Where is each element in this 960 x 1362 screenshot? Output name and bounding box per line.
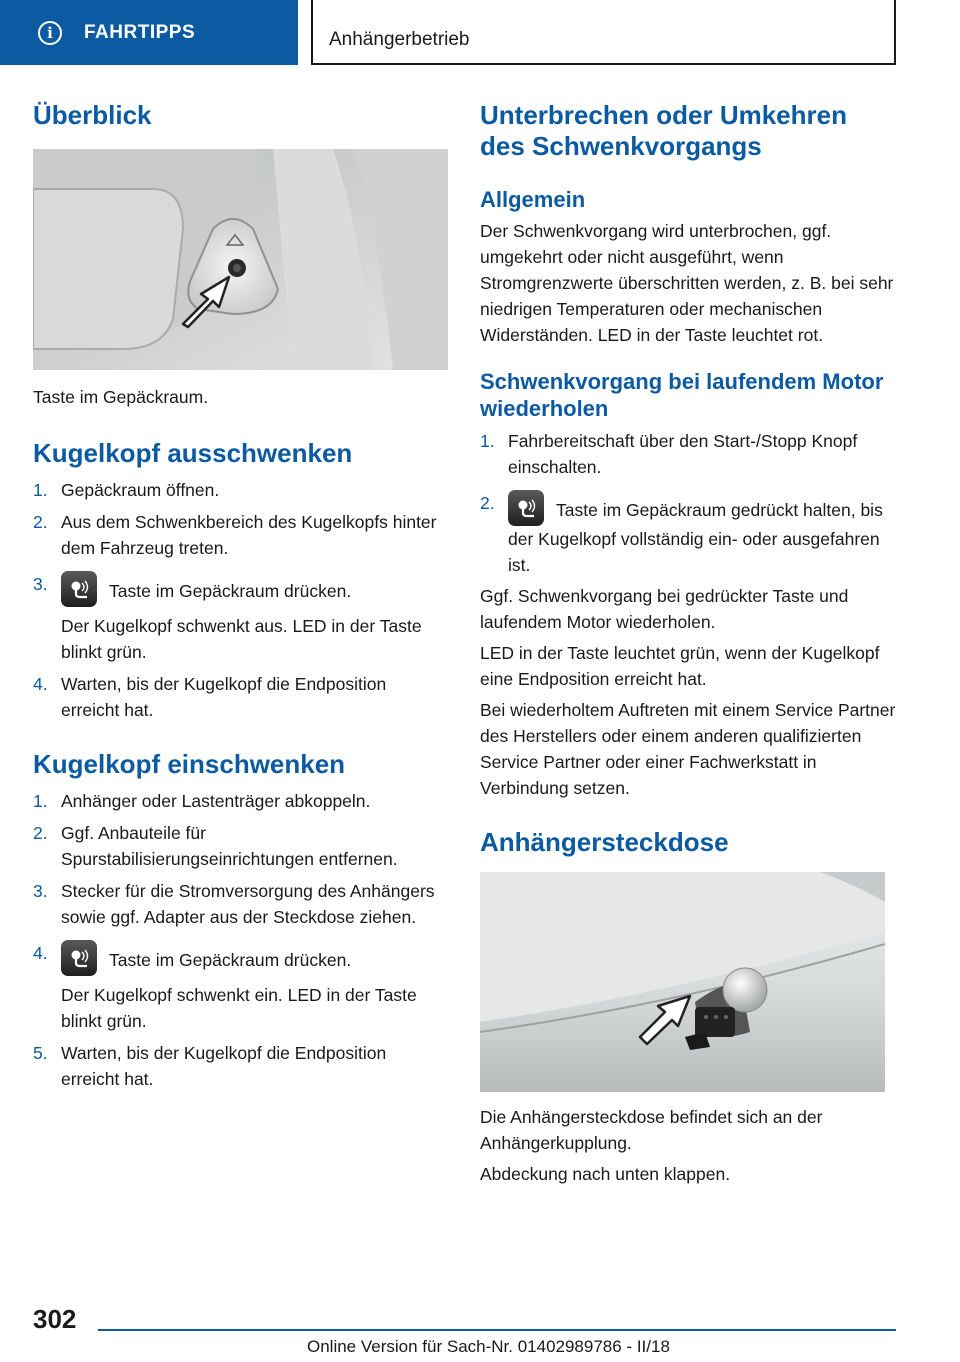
trunk-button-photo: [33, 149, 448, 370]
repeat-note: Ggf. Schwenkvorgang bei gedrückter Taste und laufendem Motor wiederholen.: [480, 586, 849, 632]
left-column: [33, 100, 448, 1092]
step-text: Taste im Gepäckraum drücken.: [109, 581, 352, 601]
repeat-steps: [480, 428, 898, 578]
list-item: 1. Anhänger oder Lastenträger abkoppeln.: [33, 791, 371, 811]
list-item: 4. Taste im Gepäckraum drücken. Der Kugelkopf schwenkt ein. LED in der Taste blinkt grün.: [33, 940, 448, 1034]
topic-header: [311, 0, 896, 65]
led-note: LED in der Taste leuchtet grün, wenn der Kugelkopf eine Endposition erreicht hat.: [480, 643, 880, 689]
list-item: 3. Stecker für die Stromversorgung des Anhängers sowie ggf. Adapter aus der Steckdose ziehen.: [33, 881, 435, 927]
tow-hitch-button-icon: [61, 940, 97, 976]
topic-title: Anhängerbetrieb: [329, 29, 470, 50]
list-item: 3. Taste im Gepäckraum drücken. Der Kugelkopf schwenkt aus. LED in der Taste blinkt grün.: [33, 571, 448, 665]
tow-hitch-button-icon: [61, 571, 97, 607]
list-item: 5. Warten, bis der Kugelkopf die Endposition erreicht hat.: [33, 1043, 387, 1089]
list-item: 2. Aus dem Schwenkbereich des Kugelkopfs hinter dem Fahrzeug treten.: [33, 512, 437, 558]
socket-text: Die Anhängersteckdose befindet sich an der Anhängerkupplung.: [480, 1107, 823, 1153]
section-tab: [0, 0, 298, 65]
swing-in-steps: [33, 788, 448, 1092]
list-item: 1. Fahrbereitschaft über den Start-/Stopp Knopf einschalten.: [480, 431, 858, 477]
step-text: Taste im Gepäckraum gedrückt halten, bis der Kugelkopf vollständig ein- oder ausgefahren ist.: [508, 500, 883, 575]
tow-hitch-button-icon: [508, 490, 544, 526]
list-item: 2. Ggf. Anbauteile für Spurstabilisierungseinrichtungen entfernen.: [33, 823, 398, 869]
cover-text: Abdeckung nach unten klappen.: [480, 1164, 731, 1184]
repeat-heading: Schwenkvorgang bei laufendem Motor wiederholen: [480, 369, 884, 421]
general-text: Der Schwenkvorgang wird unterbrochen, ggf. umgekehrt oder nicht ausgeführt, wenn Stromgrenzwerte überschritten werden, z. B. bei sehr niedrigen Temperaturen oder mechanischen Widerständen. LED in der Taste leuchtet rot.: [480, 221, 894, 345]
online-version-text: Online Version für Sach-Nr. 01402989786 - II/18: [307, 1337, 670, 1356]
interrupt-heading: Unterbrechen oder Umkehren des Schwenkvorgangs: [480, 100, 847, 161]
page-number: 302: [33, 1304, 77, 1334]
footer-divider: [98, 1329, 896, 1331]
socket-heading: Anhängersteckdose: [480, 827, 729, 857]
trailer-socket-photo: [480, 872, 885, 1092]
swing-out-steps: [33, 477, 448, 723]
section-title: FAHRTIPPS: [84, 21, 196, 43]
overview-heading: Überblick: [33, 100, 152, 130]
list-item: 2. Taste im Gepäckraum gedrückt halten, bis der Kugelkopf vollständig ein- oder ausgefahren ist.: [480, 490, 898, 578]
general-heading: Allgemein: [480, 187, 586, 212]
swing-in-heading: Kugelkopf einschwenken: [33, 749, 346, 779]
step-text: Taste im Gepäckraum drücken.: [109, 950, 352, 970]
service-note: Bei wiederholtem Auftreten mit einem Service Partner des Herstellers oder einem anderen qualifizierten Service Partner oder einer Fachwerkstatt in Verbindung setzen.: [480, 700, 896, 798]
image1-caption: Taste im Gepäckraum.: [33, 387, 209, 407]
list-item: 1. Gepäckraum öffnen.: [33, 480, 220, 500]
swing-out-heading: Kugelkopf ausschwenken: [33, 438, 353, 468]
list-item: 4. Warten, bis der Kugelkopf die Endposition erreicht hat.: [33, 674, 387, 720]
step-extra: Der Kugelkopf schwenkt ein. LED in der Taste blinkt grün.: [61, 985, 417, 1031]
right-column: [480, 100, 898, 1187]
step-extra: Der Kugelkopf schwenkt aus. LED in der Taste blinkt grün.: [61, 616, 422, 662]
info-icon: i: [38, 21, 62, 45]
